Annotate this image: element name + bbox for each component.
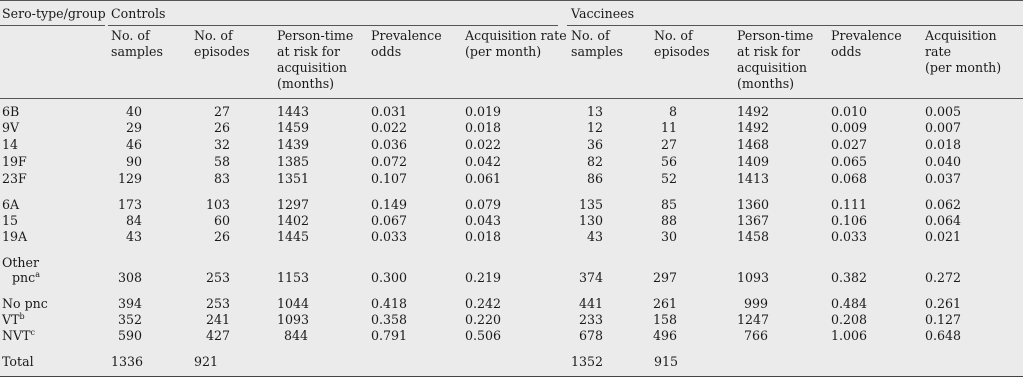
table-cell: 60 — [213, 213, 230, 228]
table-cell: 11 — [660, 120, 677, 135]
table-cell: 1352 — [571, 354, 604, 369]
row-label — [2, 154, 27, 170]
table-cell: 0.022 — [371, 120, 408, 135]
row-label-text: 9V — [2, 120, 20, 135]
table-cell: 8 — [668, 104, 677, 119]
table-cell: 158 — [652, 312, 677, 327]
table-cell: 1492 — [737, 104, 770, 119]
table-cell: 129 — [117, 171, 142, 186]
table-cell: 32 — [213, 137, 230, 152]
table-cell: 12 — [586, 120, 603, 135]
table-row-label-rule — [0, 25, 105, 26]
table-cell: 0.300 — [371, 270, 408, 285]
table-cell: 85 — [660, 197, 677, 212]
table-cell: 0.067 — [371, 213, 408, 228]
table-cell: 0.010 — [831, 104, 868, 119]
row-label: pnc — [12, 270, 36, 285]
table-cell: 0.062 — [925, 197, 962, 212]
row-label-text: 19A — [2, 229, 28, 244]
table-cell: 352 — [117, 312, 142, 327]
table-cell: 1402 — [277, 213, 310, 228]
table-cell: 0.079 — [465, 197, 502, 212]
table-cell: 52 — [660, 171, 677, 186]
controls-group-header: Controls — [111, 6, 166, 21]
table-cell: 233 — [578, 312, 603, 327]
table-cell: 27 — [213, 104, 230, 119]
row-label-header: Sero-type/group — [2, 6, 106, 21]
table-cell: 0.272 — [925, 270, 962, 285]
table-cell: 766 — [744, 328, 769, 343]
vaccinees-group-header: Vaccinees — [571, 6, 635, 21]
table-cell: 0.009 — [831, 120, 868, 135]
column-header: Person-time at risk for acquisition (months) — [277, 28, 354, 91]
row-label-text: 15 — [2, 213, 19, 228]
table-cell: 374 — [578, 270, 603, 285]
table-cell: 1351 — [277, 171, 310, 186]
table-cell: 0.040 — [925, 154, 962, 169]
table-cell: 0.018 — [465, 120, 502, 135]
row-label — [2, 328, 35, 344]
table-cell: 1044 — [277, 296, 310, 311]
row-label — [2, 104, 19, 120]
footnote-marker: b — [19, 311, 25, 321]
table-cell: 0.220 — [465, 312, 502, 327]
table-cell: 1409 — [737, 154, 770, 169]
table-cell: 1385 — [277, 154, 310, 169]
table-cell: 496 — [652, 328, 677, 343]
column-header: Prevalence odds — [371, 28, 442, 59]
table-cell: 27 — [660, 137, 677, 152]
table-cell: 130 — [578, 213, 603, 228]
table-cell: 0.018 — [925, 137, 962, 152]
table-cell: 1443 — [277, 104, 310, 119]
row-label-text: 23F — [2, 171, 27, 186]
row-label — [12, 270, 40, 286]
table-cell: 0.064 — [925, 213, 962, 228]
table-cell: 135 — [578, 197, 603, 212]
column-header: No. of samples — [111, 28, 163, 59]
table-cell: 1360 — [737, 197, 770, 212]
table-cell: 0.107 — [371, 171, 408, 186]
table-cell: 590 — [117, 328, 142, 343]
table-top-rule — [0, 0, 1023, 1]
table-cell: 0.127 — [925, 312, 962, 327]
table-cell: 0.506 — [465, 328, 502, 343]
table-cell: 0.037 — [925, 171, 962, 186]
row-label — [2, 171, 27, 187]
table-cell: 1492 — [737, 120, 770, 135]
table-cell: 83 — [213, 171, 230, 186]
table-cell: 0.382 — [831, 270, 868, 285]
table-cell: 0.072 — [371, 154, 408, 169]
table-cell: 0.021 — [925, 229, 962, 244]
table-cell: 0.036 — [371, 137, 408, 152]
row-label-text: Total — [2, 354, 34, 369]
row-label-text: 6A — [2, 197, 20, 212]
table-cell: 1459 — [277, 120, 310, 135]
table-cell: 0.791 — [371, 328, 408, 343]
table-cell: 241 — [205, 312, 230, 327]
controls-group-rule — [108, 25, 558, 26]
table-cell: 1153 — [277, 270, 310, 285]
row-label — [2, 197, 19, 213]
row-label — [2, 137, 18, 153]
table-cell: 1439 — [277, 137, 310, 152]
row-label: Other — [2, 255, 39, 270]
column-header: No. of episodes — [194, 28, 250, 59]
table-cell: 29 — [125, 120, 142, 135]
table-cell: 999 — [744, 296, 769, 311]
table-cell: 0.242 — [465, 296, 502, 311]
footnote-marker: a — [35, 269, 41, 279]
vaccinees-group-rule — [567, 25, 1023, 26]
table-cell: 0.418 — [371, 296, 408, 311]
table-cell: 1413 — [737, 171, 770, 186]
row-label-text: 19F — [2, 154, 27, 169]
table-cell: 1336 — [111, 354, 144, 369]
table-cell: 0.022 — [465, 137, 502, 152]
table-cell: 0.149 — [371, 197, 408, 212]
table-cell: 844 — [284, 328, 309, 343]
table-cell: 0.111 — [831, 197, 868, 212]
table-cell: 46 — [125, 137, 142, 152]
table-cell: 0.065 — [831, 154, 868, 169]
table-cell: 394 — [117, 296, 142, 311]
table-cell: 173 — [117, 197, 142, 212]
row-label — [2, 213, 18, 229]
column-header: Person-time at risk for acquisition (months) — [737, 28, 814, 91]
table-cell: 921 — [194, 354, 219, 369]
row-label — [2, 120, 19, 136]
table-cell: 30 — [660, 229, 677, 244]
table-cell: 84 — [125, 213, 142, 228]
table-cell: 0.484 — [831, 296, 868, 311]
table-cell: 1093 — [277, 312, 310, 327]
table-cell: 427 — [205, 328, 230, 343]
table-cell: 297 — [652, 270, 677, 285]
table-cell: 308 — [117, 270, 142, 285]
table-cell: 13 — [586, 104, 603, 119]
column-header: No. of episodes — [654, 28, 710, 59]
table-cell: 56 — [660, 154, 677, 169]
row-label-text: No pnc — [2, 296, 48, 311]
table-cell: 1093 — [737, 270, 770, 285]
table-cell: 0.043 — [465, 213, 502, 228]
row-label-text: NVT — [2, 328, 31, 343]
table-cell: 0.358 — [371, 312, 408, 327]
table-cell: 0.208 — [831, 312, 868, 327]
table-cell: 103 — [205, 197, 230, 212]
column-header: Acquisition rate (per month) — [925, 28, 1002, 75]
table-cell: 0.033 — [831, 229, 868, 244]
table-cell: 40 — [125, 104, 142, 119]
table-header-rule — [0, 98, 1023, 99]
footnote-marker: c — [30, 327, 35, 337]
table-cell: 1247 — [737, 312, 770, 327]
table-cell: 253 — [205, 270, 230, 285]
table-cell: 1.006 — [831, 328, 868, 343]
table-cell: 86 — [586, 171, 603, 186]
row-label — [2, 296, 48, 312]
table-cell: 0.068 — [831, 171, 868, 186]
table-cell: 1445 — [277, 229, 310, 244]
table-cell: 0.005 — [925, 104, 962, 119]
table-cell: 43 — [586, 229, 603, 244]
table-cell: 441 — [578, 296, 603, 311]
table-cell: 88 — [660, 213, 677, 228]
row-label — [2, 354, 34, 370]
table-cell: 1297 — [277, 197, 310, 212]
column-header: Acquisition rate (per month) — [465, 28, 567, 59]
table-cell: 0.261 — [925, 296, 962, 311]
table-cell: 36 — [586, 137, 603, 152]
table-cell: 0.219 — [465, 270, 502, 285]
table-cell: 0.106 — [831, 213, 868, 228]
row-label — [2, 312, 25, 328]
table-cell: 253 — [205, 296, 230, 311]
table-cell: 0.007 — [925, 120, 962, 135]
table-cell: 90 — [125, 154, 142, 169]
table-cell: 0.018 — [465, 229, 502, 244]
table-cell: 1367 — [737, 213, 770, 228]
table-cell: 0.061 — [465, 171, 502, 186]
table-cell: 0.033 — [371, 229, 408, 244]
table-cell: 915 — [654, 354, 679, 369]
table-cell: 26 — [213, 229, 230, 244]
column-header: Prevalence odds — [831, 28, 902, 59]
table-cell: 1468 — [737, 137, 770, 152]
column-header: No. of samples — [571, 28, 623, 59]
table-cell: 0.042 — [465, 154, 502, 169]
table-cell: 0.019 — [465, 104, 502, 119]
table-cell: 0.027 — [831, 137, 868, 152]
table-cell: 26 — [213, 120, 230, 135]
row-label — [2, 229, 27, 245]
table-cell: 82 — [586, 154, 603, 169]
table-cell: 0.031 — [371, 104, 408, 119]
table-cell: 261 — [652, 296, 677, 311]
table-cell: 58 — [213, 154, 230, 169]
row-label-text: 14 — [2, 137, 19, 152]
table-cell: 1458 — [737, 229, 770, 244]
row-label-text: VT — [2, 312, 20, 327]
table-cell: 43 — [125, 229, 142, 244]
table-cell: 678 — [578, 328, 603, 343]
row-label-text: 6B — [2, 104, 20, 119]
table-cell: 0.648 — [925, 328, 962, 343]
